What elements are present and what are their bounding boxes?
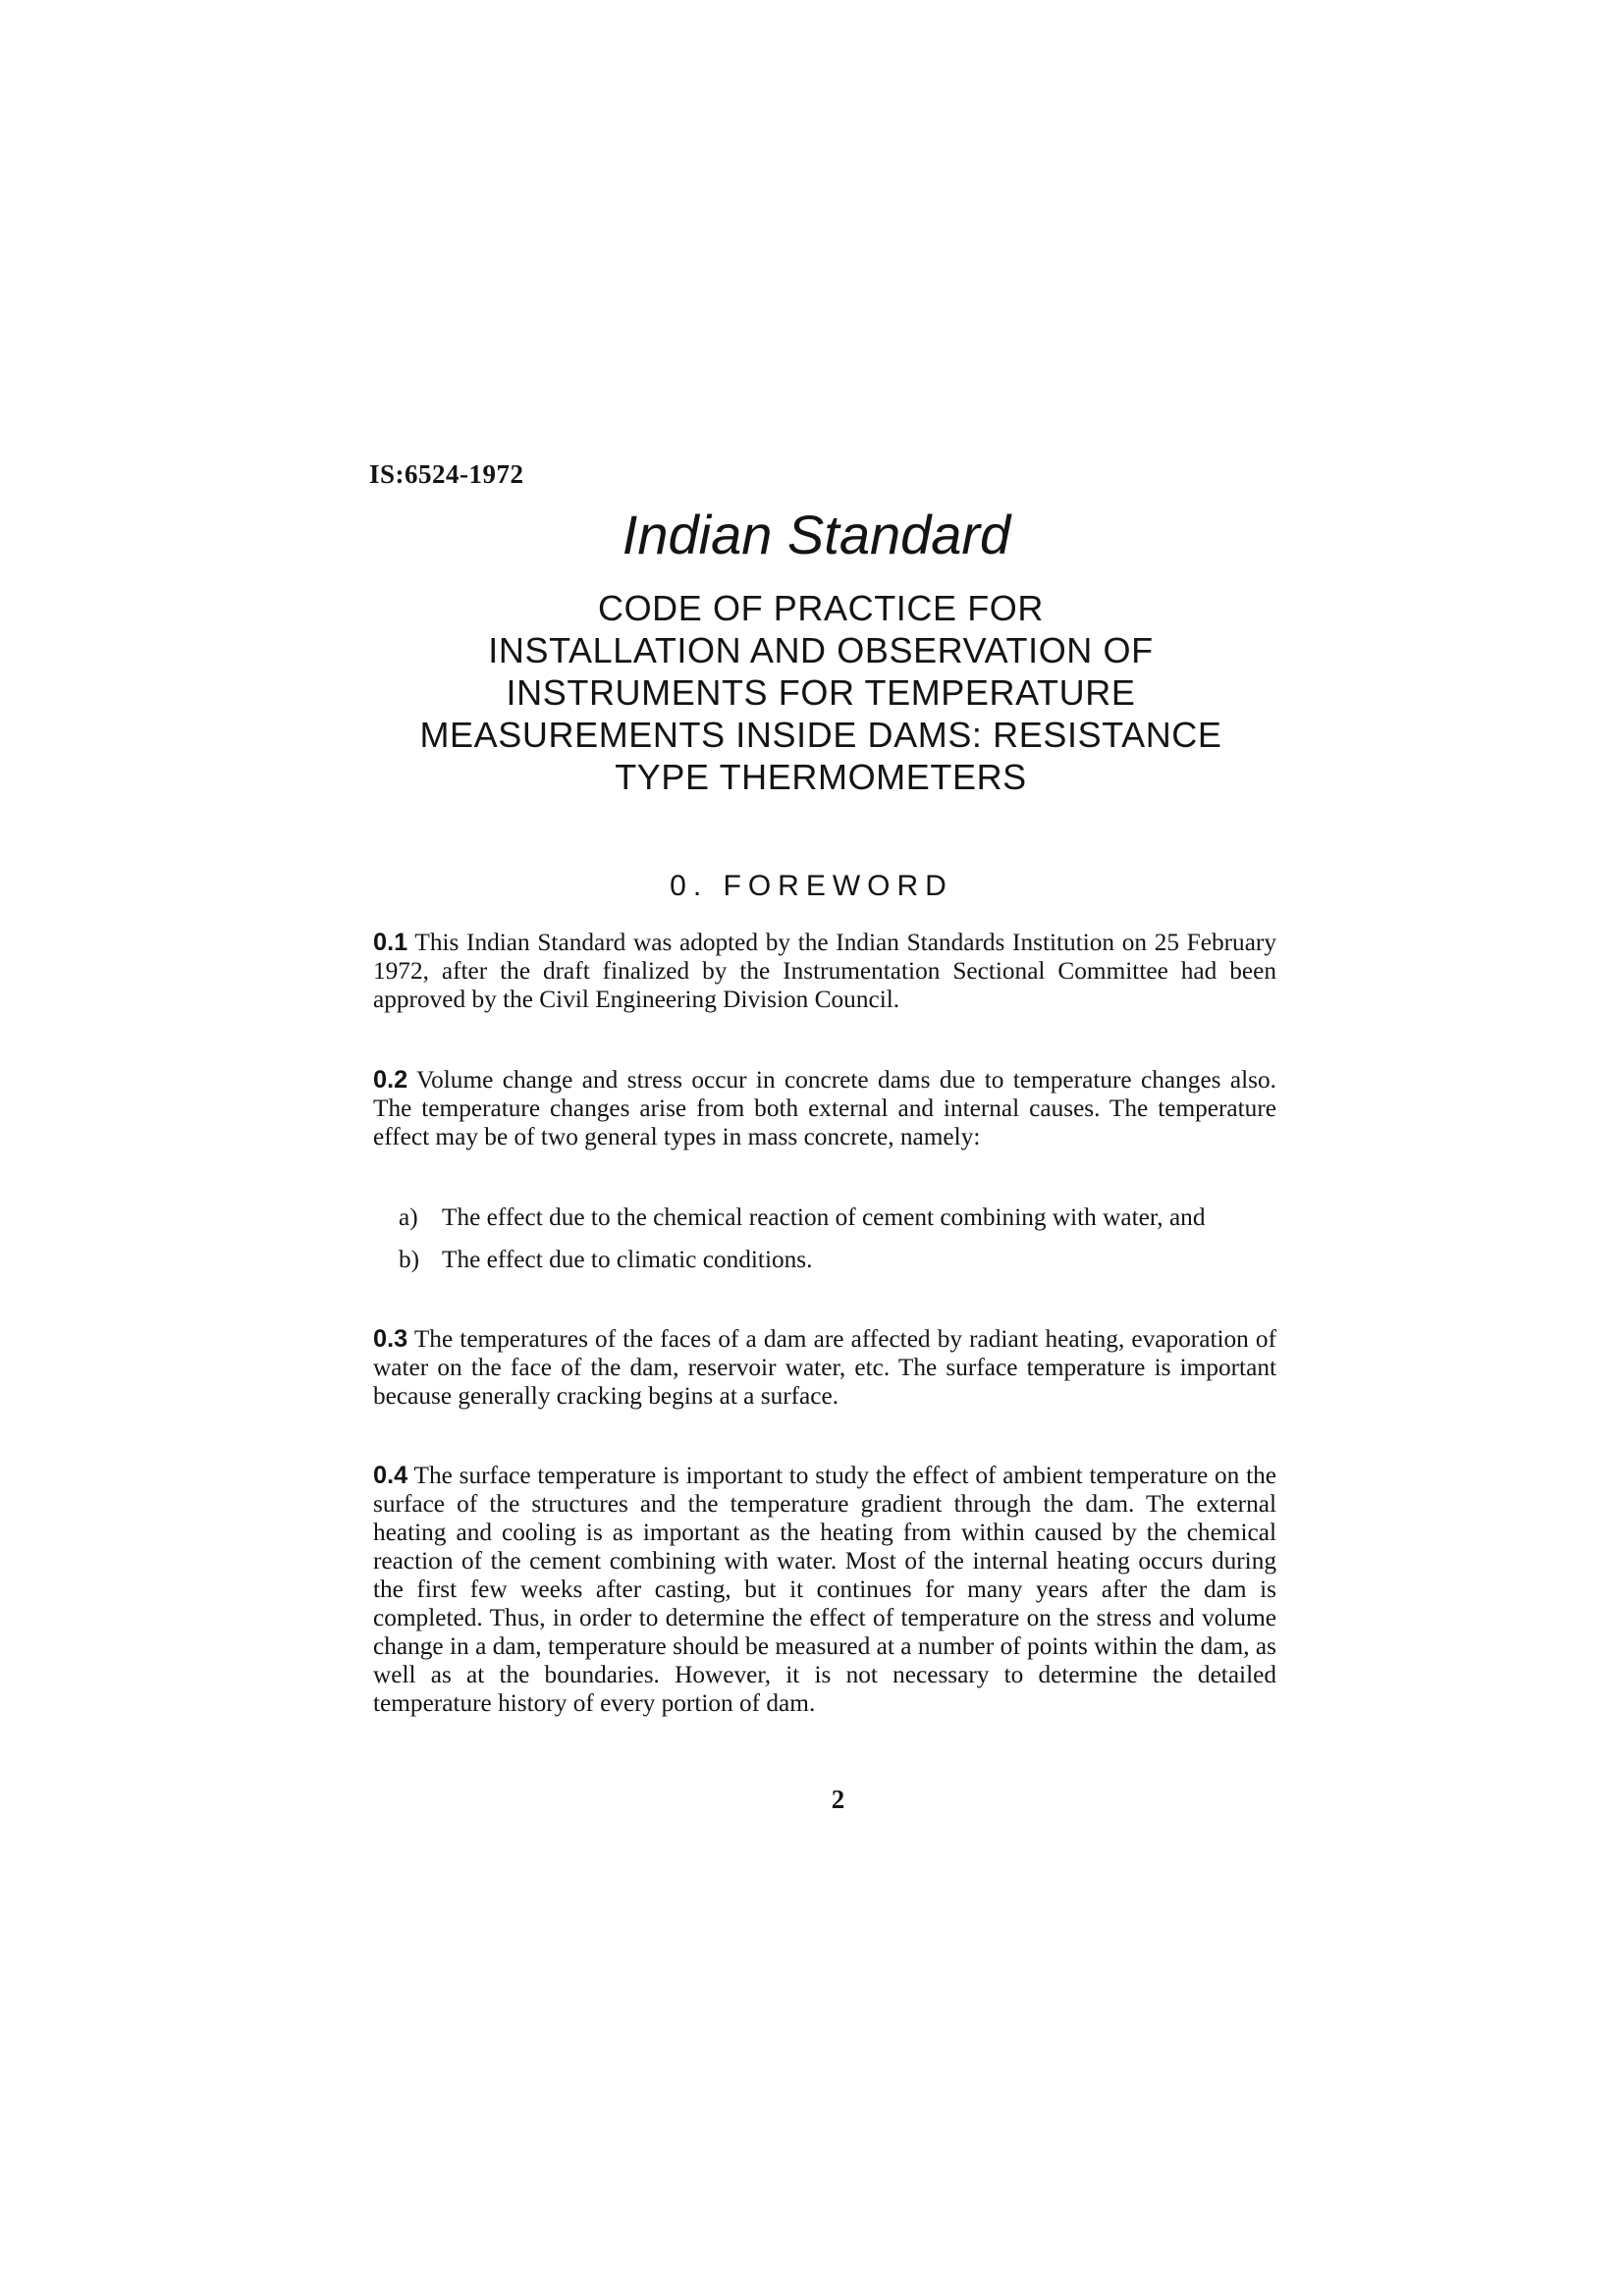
standard-title: Indian Standard [622, 504, 1011, 565]
list-item-text: The effect due to climatic conditions. [442, 1246, 813, 1273]
code-title-line: TYPE THERMOMETERS [615, 757, 1027, 797]
list-item [399, 1246, 1276, 1274]
paragraph-number: 0.2 [373, 1066, 408, 1094]
paragraph-0-3 [373, 1325, 1276, 1411]
code-title-line: MEASUREMENTS INSIDE DAMS: RESISTANCE [419, 715, 1222, 755]
effects-list [399, 1203, 1276, 1288]
list-item-text: The effect due to the chemical reaction of cement combining with water, and [442, 1203, 1206, 1231]
paragraph-0-2 [373, 1066, 1276, 1151]
paragraph-number: 0.4 [373, 1462, 408, 1489]
paragraph-number: 0.1 [373, 929, 408, 956]
list-marker: b) [399, 1246, 420, 1273]
paragraph-0-1 [373, 929, 1276, 1014]
list-item [399, 1203, 1276, 1232]
code-title-line: CODE OF PRACTICE FOR [597, 588, 1045, 628]
paragraph-text: The surface temperature is important to study the effect of ambient temperature on the surface of the structures and the temperature gradient through the dam. The external heating and cooling is as important as the heating from within caused by the chemical reaction of the cement combining with water. Most of the internal heating occurs during the first few weeks after casting, but it continues for many years after the dam is completed. Thus, in order to determine the effect of temperature on the stress and volume change in a dam, temperature should be measured at a number of points within the dam, as well as at the boundaries. However, it is not necessary to determine the detailed temperature history of every portion of dam. [373, 1462, 1276, 1717]
standard-number: IS:6524-1972 [369, 459, 524, 489]
paragraph-number: 0.3 [373, 1325, 408, 1353]
code-title [369, 587, 1272, 798]
section-heading: 0. FOREWORD [670, 870, 953, 902]
paragraph-text: Volume change and stress occur in concrete dams due to temperature changes also. The temperature changes arise from both external and internal causes. The temperature effect may be of two general types in mass concrete, namely: [373, 1066, 1276, 1150]
code-title-line: INSTALLATION AND OBSERVATION OF [488, 630, 1154, 670]
page-number: 2 [831, 1785, 845, 1814]
list-marker: a) [399, 1203, 418, 1231]
paragraph-0-4 [373, 1462, 1276, 1718]
paragraph-text: This Indian Standard was adopted by the Indian Standards Institution on 25 February 1972, after the draft finalized by the Instrumentation Sectional Committee had been approved by the Civil Engineering Division Council. [373, 929, 1277, 1013]
code-title-line: INSTRUMENTS FOR TEMPERATURE [506, 672, 1136, 713]
paragraph-text: The temperatures of the faces of a dam are affected by radiant heating, evaporation of water on the face of the dam, reservoir water, etc. The surface temperature is important because generally cracking begins at a surface. [373, 1325, 1276, 1410]
